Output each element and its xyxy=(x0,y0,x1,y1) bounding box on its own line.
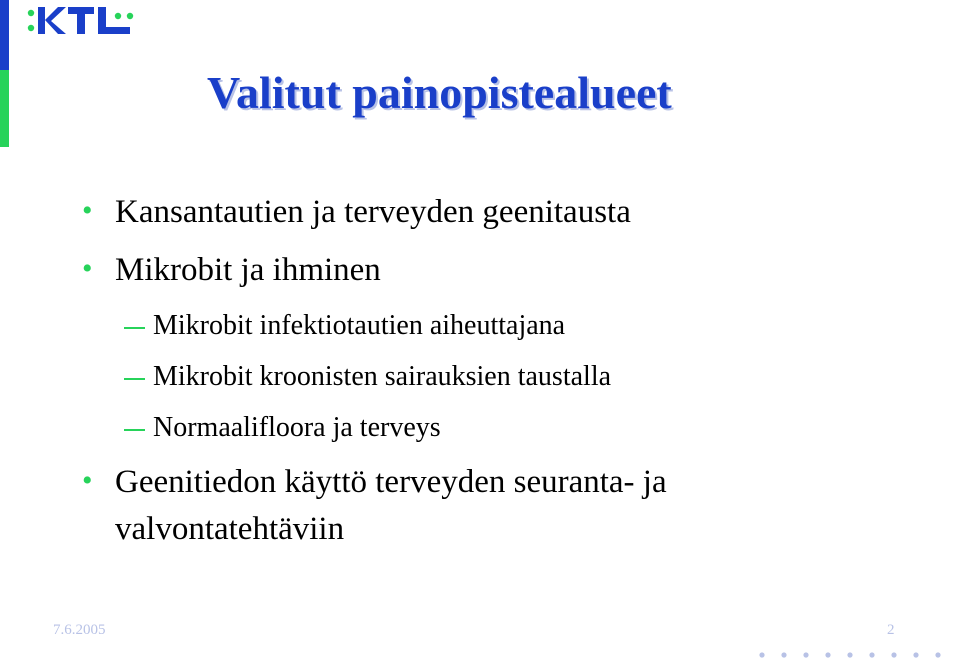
bullet-dot-icon: • xyxy=(82,252,93,285)
sub-bullet-dash-icon xyxy=(124,327,145,329)
left-accent-bar-green xyxy=(0,70,9,147)
ktl-logo xyxy=(26,4,138,36)
sub-bullet-item: Normaalifloora ja terveys xyxy=(153,412,441,443)
sub-bullet-item: Mikrobit kroonisten sairauksien taustalla xyxy=(153,361,612,392)
footer-page-number: 2 xyxy=(887,622,895,638)
bullet-dot-icon: • xyxy=(82,194,93,227)
bullet-item: Geenitiedon käyttö terveyden seuranta- ja xyxy=(115,464,667,500)
left-accent-bar-blue xyxy=(0,0,9,70)
footer-date: 7.6.2005 xyxy=(53,622,106,638)
bullet-item: Kansantautien ja terveyden geenitausta xyxy=(115,194,631,230)
sub-bullet-dash-icon xyxy=(124,429,145,431)
bullet-dot-icon: • xyxy=(82,464,93,497)
footer-dots-decoration xyxy=(754,650,960,660)
sub-bullet-item: Mikrobit infektiotautien aiheuttajana xyxy=(153,310,566,341)
slide-title: Valitut painopistealueet xyxy=(207,67,672,118)
bullet-item: Mikrobit ja ihminen xyxy=(115,252,381,288)
sub-bullet-dash-icon xyxy=(124,378,145,380)
bullet-item-continuation: valvontatehtäviin xyxy=(115,511,345,547)
